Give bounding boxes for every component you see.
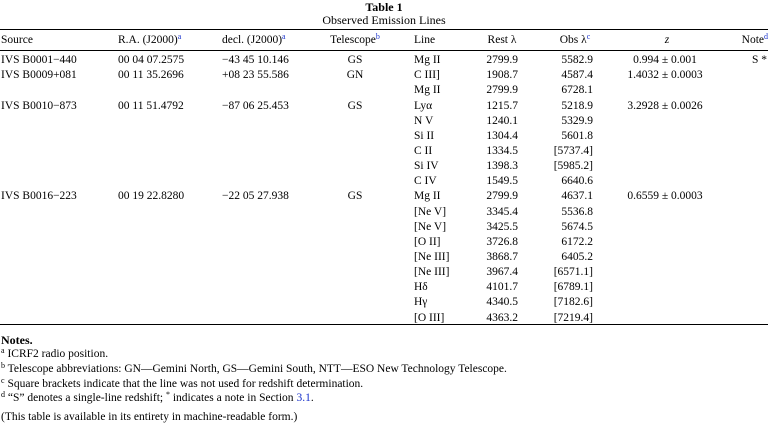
cell-obs-lambda: 4637.1 <box>561 190 593 203</box>
cell-obs-lambda: [6789.1] <box>553 281 593 294</box>
table-row <box>0 159 768 174</box>
cell-telescope: GS <box>347 54 363 66</box>
cell-rest-lambda: 3425.5 <box>486 220 518 233</box>
cell-ra: 00 19 22.8280 <box>118 190 185 203</box>
cell-line: C III] <box>414 69 440 82</box>
cell-rest-lambda: 3967.4 <box>486 266 518 279</box>
footnote-b: $^b$ Telescope abbreviations: GN—Gemini North, GS—Gemini South, NTT—ESO New Technology Telescope. <box>1 361 507 375</box>
table-row <box>0 114 768 129</box>
cell-obs-lambda: 5582.9 <box>561 54 593 66</box>
table-row <box>0 174 768 189</box>
cell-source: IVS B0016−223 <box>1 190 77 203</box>
cell-rest-lambda: 1908.7 <box>486 69 518 82</box>
cell-obs-lambda: 4587.4 <box>561 69 593 82</box>
cell-obs-lambda: 5674.5 <box>561 220 593 233</box>
table-row <box>0 129 768 144</box>
cell-rest-lambda: 4101.7 <box>486 281 518 294</box>
cell-obs-lambda: [7219.4] <box>553 311 593 324</box>
cell-obs-lambda: 6172.2 <box>561 235 593 248</box>
cell-obs-lambda: 5218.9 <box>561 99 593 112</box>
cell-source: IVS B0010−873 <box>1 99 77 112</box>
cell-rest-lambda: 4363.2 <box>486 311 518 324</box>
cell-rest-lambda: 4340.5 <box>486 296 518 309</box>
header-dec: decl. $(J2000)^a$ <box>222 32 286 46</box>
notes-title: Notes. <box>1 333 33 347</box>
footnote-d-link[interactable]: d <box>764 32 768 41</box>
header-redshift: z <box>664 34 670 46</box>
cell-line: Mg II <box>414 54 441 66</box>
cell-rest-lambda: 1334.5 <box>486 144 518 157</box>
cell-line: Si IV <box>414 160 439 173</box>
cell-rest-lambda: 3726.8 <box>486 235 518 248</box>
cell-obs-lambda: [6571.1] <box>553 266 593 279</box>
header-source: Source <box>1 34 33 46</box>
table-row <box>0 235 768 250</box>
cell-obs-lambda: 6728.1 <box>561 84 593 97</box>
cell-telescope: GS <box>347 99 363 112</box>
cell-rest-lambda: 1240.1 <box>486 114 518 127</box>
cell-rest-lambda: 1398.3 <box>486 160 518 173</box>
cell-rest-lambda: 1215.7 <box>486 99 518 112</box>
header-ra: R.A. $(J2000)^a$ <box>118 32 182 46</box>
cell-line: Hγ <box>414 296 428 309</box>
cell-rest-lambda: 2799.9 <box>486 190 518 203</box>
cell-obs-lambda: 6405.2 <box>561 251 593 263</box>
cell-rest-lambda: 3868.7 <box>486 251 518 263</box>
footnote-d: $^d$ “S” denotes a single-line redshift; * indicates a note in Section 3.1. <box>1 390 314 404</box>
footnote-b-link[interactable]: b <box>375 32 380 41</box>
table-row <box>0 189 768 204</box>
table-row <box>0 220 768 235</box>
cell-dec: +08 23 55.586 <box>222 69 289 82</box>
header-line: Line <box>414 34 436 46</box>
cell-redshift: 3.2928 ± 0.0026 <box>627 99 703 112</box>
cell-line: C IV <box>414 175 437 188</box>
header-rule <box>0 50 768 51</box>
cell-dec: −22 05 27.938 <box>222 190 289 203</box>
cell-rest-lambda: 3345.4 <box>486 205 518 218</box>
cell-line: N V <box>414 114 434 127</box>
table-row <box>0 68 768 83</box>
table-row <box>0 83 768 98</box>
cell-line: C II <box>414 144 433 157</box>
table-row <box>0 265 768 280</box>
cell-obs-lambda: 5329.9 <box>561 114 593 127</box>
cell-ra: 00 11 35.2696 <box>118 69 184 82</box>
footnote-a: $^a$ ICRF2 radio position. <box>1 346 109 360</box>
top-rule <box>0 29 768 30</box>
cell-source: IVS B0001−440 <box>1 54 77 66</box>
cell-ra: 00 11 51.4792 <box>118 99 184 112</box>
table-row <box>0 250 768 265</box>
table-header-row <box>0 33 768 48</box>
cell-line: Lyα <box>414 99 433 112</box>
cell-dec: −43 45 10.146 <box>222 54 289 66</box>
table-row <box>0 53 768 68</box>
cell-obs-lambda: 5536.8 <box>561 205 593 218</box>
cell-line: Mg II <box>414 84 441 97</box>
header-telescope: Telescope$^b$ <box>330 32 380 46</box>
cell-source: IVS B0009+081 <box>1 69 77 82</box>
table-row <box>0 99 768 114</box>
cell-line: [Ne V] <box>414 205 447 218</box>
cell-line: [Ne III] <box>414 266 450 279</box>
cell-line: [Ne V] <box>414 220 447 233</box>
cell-obs-lambda: [5737.4] <box>553 144 593 157</box>
cell-dec: −87 06 25.453 <box>222 99 289 112</box>
table-row <box>0 144 768 159</box>
cell-obs-lambda: 6640.6 <box>561 175 593 188</box>
cell-telescope: GS <box>347 190 363 203</box>
footnote-c: $^c$ Square brackets indicate that the line was not used for redshift determination. <box>1 376 364 390</box>
cell-line: Si II <box>414 129 435 142</box>
cell-ra: 00 04 07.2575 <box>118 54 185 66</box>
cell-redshift: 0.6559 ± 0.0003 <box>627 190 703 203</box>
cell-line: Hδ <box>414 281 428 294</box>
footnote-a-link[interactable]: a <box>282 32 286 41</box>
cell-obs-lambda: 5601.8 <box>561 129 593 142</box>
cell-note: S * <box>751 54 767 66</box>
cell-line: Mg II <box>414 190 441 203</box>
footnote-a-link[interactable]: a <box>177 32 182 41</box>
bottom-rule <box>0 324 768 325</box>
header-rest-lambda: Rest λ <box>487 34 517 46</box>
cell-telescope: GN <box>346 69 364 82</box>
cell-line: [O II] <box>414 235 441 248</box>
availability-note: (This table is available in its entirety in machine-readable form.) <box>1 411 298 423</box>
cell-rest-lambda: 1304.4 <box>486 129 518 142</box>
section-link[interactable]: 3.1 <box>296 392 311 404</box>
cell-rest-lambda: 2799.9 <box>486 84 518 97</box>
cell-line: [Ne III] <box>414 251 450 263</box>
table-row <box>0 205 768 220</box>
header-note: Note$^d$ <box>741 32 768 46</box>
table-row <box>0 295 768 310</box>
table-subtitle: Observed Emission Lines <box>322 13 446 27</box>
cell-redshift: 0.994 ± 0.001 <box>633 54 697 66</box>
footnote-c-link[interactable]: c <box>586 32 591 41</box>
cell-line: [O III] <box>414 311 445 324</box>
table-row <box>0 280 768 295</box>
header-obs-lambda: Obs $\lambda^c$ <box>559 32 591 46</box>
table-title: Table 1 <box>365 0 403 14</box>
cell-rest-lambda: 1549.5 <box>486 175 518 188</box>
cell-redshift: 1.4032 ± 0.0003 <box>627 69 703 82</box>
cell-rest-lambda: 2799.9 <box>486 54 518 66</box>
cell-obs-lambda: [5985.2] <box>553 160 593 173</box>
cell-obs-lambda: [7182.6] <box>553 296 593 309</box>
